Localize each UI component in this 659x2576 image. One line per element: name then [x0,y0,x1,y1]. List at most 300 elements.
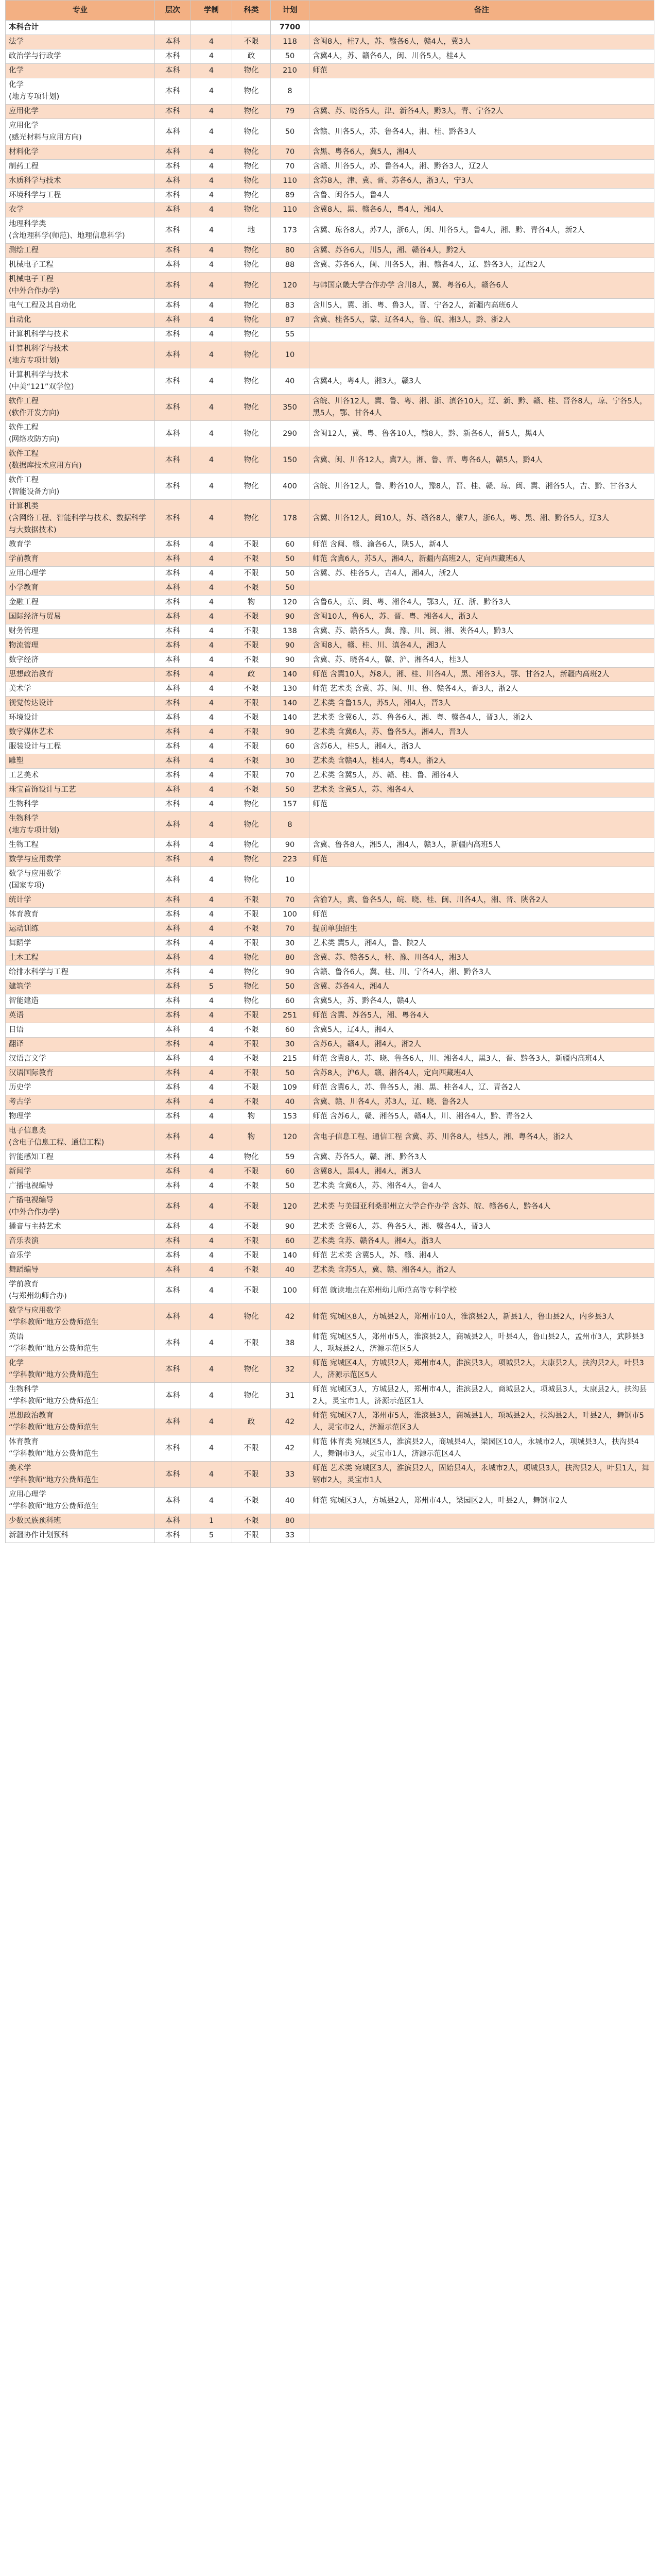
level-cell: 本科 [155,754,191,769]
level-cell: 本科 [155,174,191,189]
major-cell: 汉语国际教育 [6,1066,155,1081]
level-cell: 本科 [155,1304,191,1330]
remarks-cell: 师范 艺术类 宛城区3人，淮滨县2人，固始县4人，永城市2人，项城县3人，扶沟县2人，叶县1人，舞钢市2人，灵宝市1人 [309,1462,654,1488]
table-row [6,624,654,639]
table-row [6,299,654,313]
duration-cell: 4 [191,145,232,160]
plan-cell: 40 [271,368,309,395]
duration-cell: 4 [191,769,232,783]
duration-cell: 4 [191,49,232,64]
duration-cell: 4 [191,273,232,299]
subject-cell: 物化 [232,965,271,980]
subject-cell: 不限 [232,783,271,798]
duration-cell: 4 [191,1179,232,1194]
plan-cell: 50 [271,119,309,145]
level-cell: 本科 [155,552,191,567]
major-cell: 数学与应用数学 [6,853,155,867]
level-cell: 本科 [155,639,191,653]
major-cell: 运动训练 [6,922,155,937]
plan-cell: 157 [271,798,309,812]
subject-cell: 不限 [232,1052,271,1066]
level-cell: 本科 [155,1110,191,1124]
level-cell: 本科 [155,1462,191,1488]
major-cell: 音乐表演 [6,1234,155,1249]
subject-cell: 不限 [232,1023,271,1038]
major-cell: 物流管理 [6,639,155,653]
remarks-cell: 含鲁、闽各5人，鲁4人 [309,189,654,203]
subject-cell: 不限 [232,639,271,653]
duration-cell: 4 [191,1488,232,1514]
table-row [6,1278,654,1304]
subject-cell: 不限 [232,937,271,951]
remarks-cell [309,867,654,893]
plan-cell: 215 [271,1052,309,1066]
level-cell: 本科 [155,217,191,244]
level-cell: 本科 [155,447,191,473]
duration-cell: 4 [191,1234,232,1249]
major-cell: 美术学 [6,682,155,697]
table-row [6,1066,654,1081]
subject-cell: 地 [232,217,271,244]
plan-cell: 70 [271,769,309,783]
duration-cell: 4 [191,725,232,740]
duration-cell: 4 [191,668,232,682]
subject-cell: 不限 [232,624,271,639]
plan-cell: 38 [271,1330,309,1357]
table-row [6,1023,654,1038]
level-cell: 本科 [155,1249,191,1263]
level-cell: 本科 [155,299,191,313]
major-cell: 应用心理学 “学科教师”地方公费师范生 [6,1488,155,1514]
duration-cell: 4 [191,1009,232,1023]
plan-cell: 120 [271,596,309,610]
table-row [6,342,654,368]
table-row [6,567,654,581]
subject-cell: 不限 [232,1514,271,1529]
plan-cell: 30 [271,1038,309,1052]
subject-cell: 物化 [232,473,271,500]
subject-cell: 不限 [232,567,271,581]
major-cell: 广播电视编导 (中外合作办学) [6,1194,155,1220]
level-cell: 本科 [155,1220,191,1234]
duration-cell: 4 [191,78,232,105]
subject-cell: 不限 [232,1095,271,1110]
level-cell: 本科 [155,538,191,552]
major-cell: 计算机类 (含网络工程、智能科学与技术、数据科学与大数据技术) [6,500,155,538]
remarks-cell: 含苏8人，沪6人，赣、湘各4人，定向西藏班4人 [309,1066,654,1081]
plan-cell: 60 [271,1023,309,1038]
remarks-cell: 师范 含冀10人，苏8人，湘、桂、川各4人，黑、湘各3人，鄂、甘各2人，新疆内高班2人 [309,668,654,682]
remarks-cell: 师范 艺术类 含冀5人，苏、赣、湘4人 [309,1249,654,1263]
subject-cell: 不限 [232,1220,271,1234]
duration-cell: 4 [191,682,232,697]
level-cell: 本科 [155,189,191,203]
level-cell: 本科 [155,1529,191,1543]
duration-cell: 4 [191,1435,232,1462]
plan-cell: 60 [271,1234,309,1249]
duration-cell: 4 [191,951,232,965]
duration-cell: 4 [191,581,232,596]
subject-cell: 物 [232,1110,271,1124]
table-row [6,328,654,342]
remarks-cell: 艺术类 冀5人，湘4人，鲁、陕2人 [309,937,654,951]
remarks-cell: 师范 含冀6人，苏5人，湘4人，新疆内高班2人，定向西藏班6人 [309,552,654,567]
duration-cell: 4 [191,853,232,867]
duration-cell: 4 [191,798,232,812]
table-row [6,1514,654,1529]
remarks-cell: 艺术类 含冀5人，苏、湘各4人 [309,783,654,798]
duration-cell: 4 [191,1249,232,1263]
total-row [6,21,654,35]
remarks-cell [309,812,654,838]
major-cell: 制药工程 [6,160,155,174]
table-row [6,1304,654,1330]
remarks-cell: 师范 [309,64,654,78]
remarks-cell [309,78,654,105]
subject-cell: 不限 [232,1529,271,1543]
plan-cell: 100 [271,908,309,922]
duration-cell: 4 [191,567,232,581]
level-cell: 本科 [155,1009,191,1023]
table-row [6,258,654,273]
remarks-cell: 艺术类 与美国亚利桑那州立大学合作办学 含苏、皖、赣各6人，黔各4人 [309,1194,654,1220]
duration-cell: 4 [191,1165,232,1179]
remarks-cell: 含冀、苏、赣各5人，桂、豫、川各4人，湘3人 [309,951,654,965]
major-cell: 应用化学 [6,105,155,119]
remarks-cell: 含冀、苏、晓各4人，赣、沪、湘各4人，桂3人 [309,653,654,668]
major-cell: 新疆协作计划预科 [6,1529,155,1543]
level-cell: 本科 [155,35,191,49]
subject-cell: 物化 [232,838,271,853]
plan-cell: 178 [271,500,309,538]
major-cell: 思想政治教育 [6,668,155,682]
table-row [6,538,654,552]
major-cell: 金融工程 [6,596,155,610]
major-cell: 学前教育 (与郑州幼师合办) [6,1278,155,1304]
table-row [6,610,654,624]
plan-cell: 8 [271,78,309,105]
plan-cell: 50 [271,552,309,567]
subject-cell: 不限 [232,754,271,769]
level-cell: 本科 [155,798,191,812]
remarks-cell: 师范 宛城区3人，方城县2人，郑州市4人，淮滨县2人，商城县2人，项城县3人，太康县2人，扶沟县2人，灵宝市1人，济源示范区1人 [309,1383,654,1409]
level-cell: 本科 [155,610,191,624]
subject-cell: 物化 [232,64,271,78]
plan-cell: 90 [271,965,309,980]
duration-cell: 4 [191,244,232,258]
level-cell: 本科 [155,421,191,447]
level-cell: 本科 [155,78,191,105]
table-row [6,160,654,174]
major-cell: 体育教育 “学科教师”地方公费师范生 [6,1435,155,1462]
table-row [6,769,654,783]
subject-cell: 物化 [232,105,271,119]
duration-cell: 4 [191,1330,232,1357]
subject-cell: 不限 [232,1165,271,1179]
level-cell: 本科 [155,64,191,78]
major-cell: 日语 [6,1023,155,1038]
duration-cell: 4 [191,1038,232,1052]
duration-cell: 4 [191,313,232,328]
subject-cell: 不限 [232,35,271,49]
subject-cell: 不限 [232,893,271,908]
major-cell: 生物科学 “学科教师”地方公费师范生 [6,1383,155,1409]
major-cell: 舞蹈编导 [6,1263,155,1278]
subject-cell: 物化 [232,203,271,217]
plan-cell: 70 [271,145,309,160]
major-cell: 翻译 [6,1038,155,1052]
table-row [6,105,654,119]
plan-cell: 83 [271,299,309,313]
plan-cell: 90 [271,838,309,853]
remarks-cell: 艺术类 含冀5人，苏、赣、桂、鲁、湘各4人 [309,769,654,783]
plan-cell: 87 [271,313,309,328]
major-cell: 化学 “学科教师”地方公费师范生 [6,1357,155,1383]
level-cell: 本科 [155,893,191,908]
remarks-cell: 师范 就读地点在郑州幼儿师范高等专科学校 [309,1278,654,1304]
remarks-cell: 含冀、赣、川各4人，苏3人，辽、晓、鲁各2人 [309,1095,654,1110]
plan-cell: 42 [271,1304,309,1330]
duration-cell: 4 [191,217,232,244]
plan-cell: 32 [271,1357,309,1383]
table-row [6,1110,654,1124]
remarks-cell: 含川5人，冀、浙、粤、鲁3人，晋、宁各2人，新疆内高班6人 [309,299,654,313]
major-cell: 数学与应用数学 (国家专项) [6,867,155,893]
duration-cell: 4 [191,1278,232,1304]
plan-cell: 30 [271,937,309,951]
plan-cell: 120 [271,1124,309,1150]
major-cell: 智能感知工程 [6,1150,155,1165]
table-row [6,1095,654,1110]
level-cell: 本科 [155,342,191,368]
subject-cell: 不限 [232,682,271,697]
level-cell: 本科 [155,682,191,697]
major-cell: 少数民族预科班 [6,1514,155,1529]
duration-cell: 4 [191,1023,232,1038]
level-cell: 本科 [155,1383,191,1409]
duration-cell: 4 [191,610,232,624]
table-row [6,1220,654,1234]
plan-cell: 140 [271,697,309,711]
subject-cell: 物化 [232,395,271,421]
table-row [6,754,654,769]
plan-cell: 100 [271,1278,309,1304]
level-cell: 本科 [155,965,191,980]
table-row [6,725,654,740]
plan-cell: 50 [271,581,309,596]
plan-cell: 50 [271,1179,309,1194]
major-cell: 农学 [6,203,155,217]
plan-cell: 150 [271,447,309,473]
major-cell: 给排水科学与工程 [6,965,155,980]
remarks-cell: 含冀、苏、晓各5人，津、新各4人，黔3人，青、宁各2人 [309,105,654,119]
level-cell: 本科 [155,473,191,500]
remarks-cell: 含冀4人，苏、赣各6人，闽、川各5人，桂4人 [309,49,654,64]
duration-cell: 4 [191,35,232,49]
subject-cell: 物化 [232,145,271,160]
plan-cell: 88 [271,258,309,273]
table-row [6,1038,654,1052]
major-cell: 统计学 [6,893,155,908]
table-row [6,500,654,538]
plan-cell: 40 [271,1095,309,1110]
subject-cell: 物化 [232,273,271,299]
level-cell: 本科 [155,1263,191,1278]
major-cell: 软件工程 (软件开发方向) [6,395,155,421]
major-cell: 服装设计与工程 [6,740,155,754]
level-cell: 本科 [155,203,191,217]
table-row [6,1435,654,1462]
major-cell: 软件工程 (智能设备方向) [6,473,155,500]
remarks-cell: 师范 含苏6人，赣、湘各5人，赣4人，川、湘各4人，黔、青各2人 [309,1110,654,1124]
subject-cell: 物化 [232,798,271,812]
header-level: 层次 [155,1,191,21]
duration-cell: 4 [191,1263,232,1278]
table-row [6,217,654,244]
remarks-cell: 含闽8人，桂7人，苏、赣各6人，赣4人，冀3人 [309,35,654,49]
plan-cell: 130 [271,682,309,697]
header-duration: 学制 [191,1,232,21]
table-header-row [6,1,654,21]
subject-cell: 不限 [232,725,271,740]
plan-cell: 40 [271,1488,309,1514]
header-subject: 科类 [232,1,271,21]
level-cell: 本科 [155,1330,191,1357]
duration-cell: 4 [191,1150,232,1165]
table-row [6,189,654,203]
level-cell: 本科 [155,867,191,893]
duration-cell: 4 [191,1052,232,1066]
plan-cell: 210 [271,64,309,78]
plan-cell: 90 [271,610,309,624]
duration-cell: 4 [191,342,232,368]
plan-cell: 50 [271,1066,309,1081]
remarks-cell [309,581,654,596]
level-cell: 本科 [155,105,191,119]
subject-cell: 物化 [232,160,271,174]
table-row [6,867,654,893]
duration-cell: 4 [191,1095,232,1110]
remarks-cell: 含皖、川各12人，冀、鲁、粤、湘、浙、滇各10人，辽、新、黔、赣、桂、晋各8人，琼、宁各5人，黑5人，鄂、甘各4人 [309,395,654,421]
plan-cell: 90 [271,639,309,653]
major-cell: 地理科学类 (含地理科学(师范)、地理信息科学) [6,217,155,244]
plan-cell: 138 [271,624,309,639]
major-cell: 智能建造 [6,994,155,1009]
admission-plan-document [5,0,654,1543]
table-row [6,783,654,798]
plan-cell: 140 [271,1249,309,1263]
major-cell: 软件工程 (数据库技术应用方向) [6,447,155,473]
plan-cell: 290 [271,421,309,447]
duration-cell: 4 [191,994,232,1009]
remarks-cell: 师范 [309,853,654,867]
plan-cell: 80 [271,951,309,965]
table-row [6,1409,654,1435]
subject-cell: 不限 [232,1179,271,1194]
subject-cell: 不限 [232,653,271,668]
duration-cell: 4 [191,1462,232,1488]
subject-cell: 不限 [232,552,271,567]
plan-cell: 120 [271,1194,309,1220]
total-duration [191,21,232,35]
plan-cell: 60 [271,740,309,754]
major-cell: 环境科学与工程 [6,189,155,203]
major-cell: 汉语言文学 [6,1052,155,1066]
table-row [6,798,654,812]
table-row [6,119,654,145]
remarks-cell: 含鲁6人，京、闽、粤、湘各4人，鄂3人，辽、浙、黔各3人 [309,596,654,610]
level-cell: 本科 [155,1165,191,1179]
subject-cell: 不限 [232,697,271,711]
duration-cell: 4 [191,64,232,78]
duration-cell: 4 [191,395,232,421]
remarks-cell: 师范 宛城区4人，方城县2人，郑州市4人，淮滨县3人，项城县2人，太康县2人，扶沟县2人，叶县3人，济源示范区5人 [309,1357,654,1383]
duration-cell: 4 [191,754,232,769]
level-cell: 本科 [155,49,191,64]
level-cell: 本科 [155,1095,191,1110]
subject-cell: 政 [232,1409,271,1435]
remarks-cell: 艺术类 含冀6人，苏、鲁各5人，湘4人，晋3人 [309,725,654,740]
header-remarks: 备注 [309,1,654,21]
major-cell: 历史学 [6,1081,155,1095]
table-row [6,1124,654,1150]
level-cell: 本科 [155,1435,191,1462]
remarks-cell: 师范 体育类 宛城区5人，淮滨县2人，商城县4人，梁园区10人，永城市2人，项城县3人，扶沟县4人，舞钢市3人，灵宝市1人，济源示范区4人 [309,1435,654,1462]
level-cell: 本科 [155,740,191,754]
level-cell: 本科 [155,1357,191,1383]
plan-cell: 60 [271,1165,309,1179]
total-subject [232,21,271,35]
level-cell: 本科 [155,711,191,725]
remarks-cell: 含冀5人，辽4人，湘4人 [309,1023,654,1038]
duration-cell: 4 [191,922,232,937]
duration-cell: 4 [191,447,232,473]
subject-cell: 物化 [232,1304,271,1330]
major-cell: 小学教育 [6,581,155,596]
table-row [6,740,654,754]
major-cell: 化学 (地方专项计划) [6,78,155,105]
level-cell: 本科 [155,922,191,937]
table-row [6,711,654,725]
table-row [6,447,654,473]
plan-cell: 90 [271,725,309,740]
plan-cell: 79 [271,105,309,119]
level-cell: 本科 [155,853,191,867]
duration-cell: 4 [191,697,232,711]
major-cell: 计算机科学与技术 [6,328,155,342]
duration-cell: 4 [191,639,232,653]
subject-cell: 物化 [232,867,271,893]
duration-cell: 4 [191,1357,232,1383]
subject-cell: 不限 [232,538,271,552]
plan-cell: 80 [271,1514,309,1529]
major-cell: 教育学 [6,538,155,552]
level-cell: 本科 [155,244,191,258]
duration-cell: 4 [191,421,232,447]
remarks-cell: 含黑、粤各6人，冀5人，湘4人 [309,145,654,160]
subject-cell: 物化 [232,812,271,838]
total-level [155,21,191,35]
subject-cell: 物化 [232,189,271,203]
subject-cell: 物化 [232,78,271,105]
remarks-cell [309,1514,654,1529]
total-plan: 7700 [271,21,309,35]
duration-cell: 4 [191,711,232,725]
plan-cell: 42 [271,1435,309,1462]
table-row [6,596,654,610]
table-row [6,1462,654,1488]
major-cell: 舞蹈学 [6,937,155,951]
